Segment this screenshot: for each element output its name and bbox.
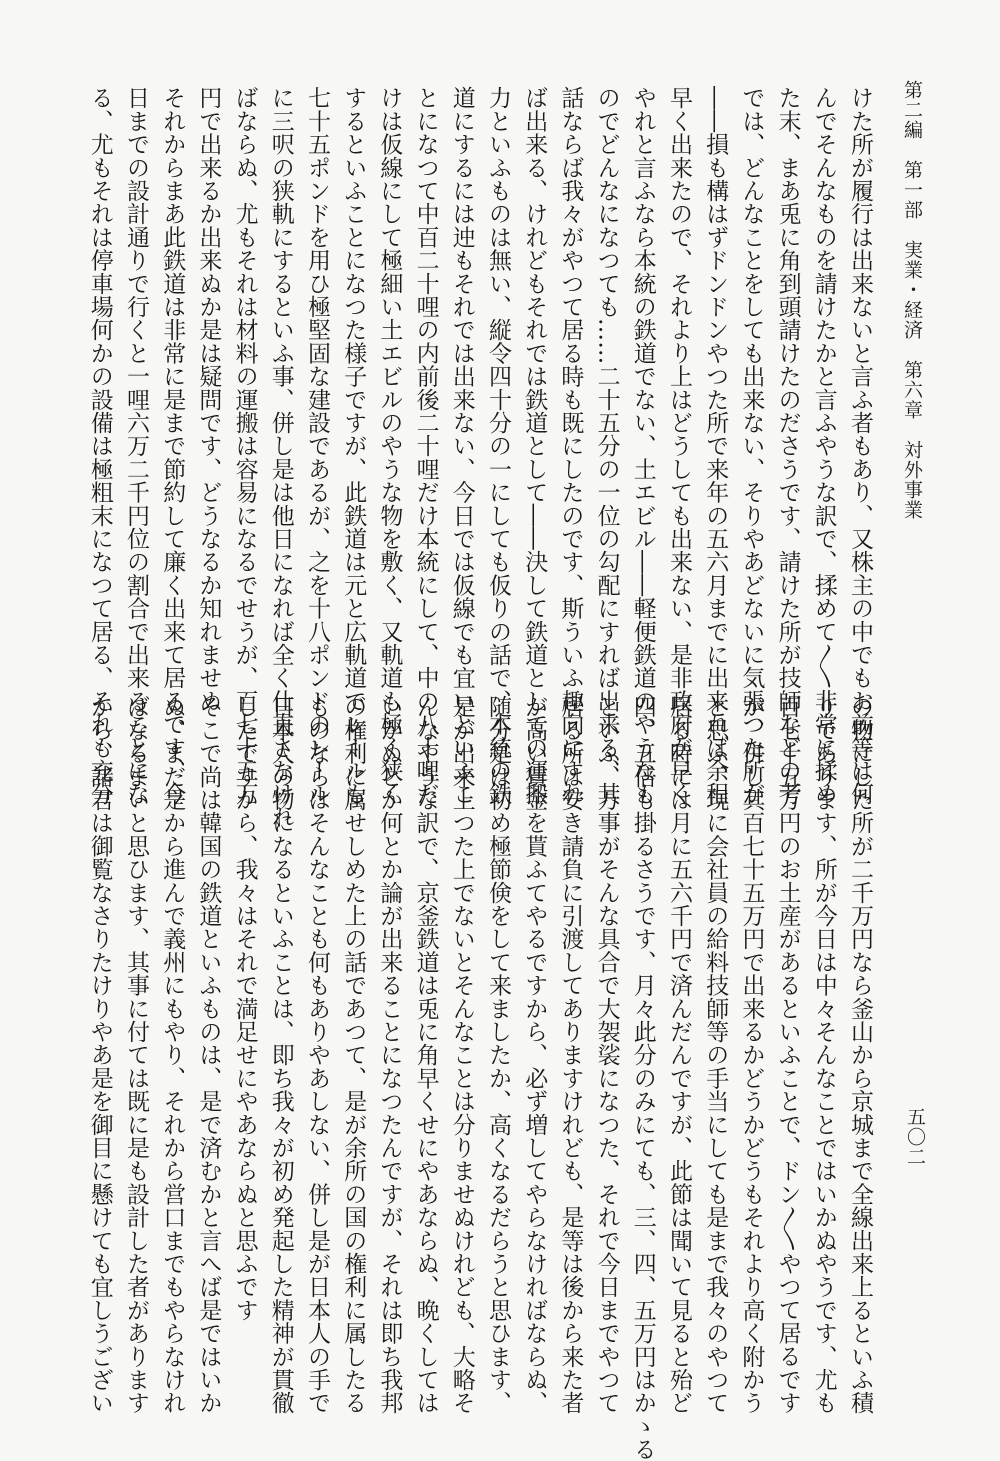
text-column: 話ならば我々がやつて居る時も既にしたのです、斯ういふ趣向にすれ (557, 86, 584, 806)
text-column: では、どんなことをしても出来ない、そりやあどないに気張つた所が (738, 86, 765, 806)
text-column: りであります、所が今日は中々そんなことではいかぬやうです、尤も (810, 695, 837, 1415)
text-column: が高い賃金を貰ふてやるですから、必ず増してやらなければならぬ、 (521, 695, 548, 1415)
text-column: と思ふ、現に会社員の給料技師等の手当にしても是まで我々のやつて (702, 695, 729, 1415)
text-column: た末、まあ兎に角到頭請けたのださうです、請けた所が技師などの考 (774, 86, 801, 806)
text-column: 是が出来上つた上でないとそんなことは分りませぬけれども、大略そ (448, 695, 475, 1415)
text-column: 七十五ポンドを用ひ極堅固な建設であるが、之を十八ポンドのレール (304, 86, 330, 806)
text-column: 道にするには迚もそれでは出来ない、今日では仮線でも宜いといふこ (448, 86, 475, 806)
running-head: 第二編 第一部 実業・経済 第六章 対外事業 (901, 80, 923, 520)
text-column: が、併し其百七十五万円で出来るかどうかどうもそれより高く附かう (738, 695, 765, 1415)
text-column: 日本人の物になるといふことは、即ち我々が初め発起した精神が貫徹 (267, 695, 294, 1415)
text-column: ぬ、まだ是から進んで義州にもやり、それから営口までもやらなけれ (159, 695, 186, 1415)
text-column: のでどんなになつても……二十五分の一位の勾配にすれば出来る、其 (593, 86, 620, 806)
text-column: 日までの設計通りで行くと一哩六万二千円位の割合で出来ることにな (123, 86, 149, 806)
text-column: 百七十五万円のお土産があるといふことで、ドン〳〵やつて居るです (774, 695, 801, 1414)
text-column: けた所が履行は出来ないと言ふ者もあり、又株主の中でもお前等は何 (847, 86, 873, 806)
text-column: 四、五倍も掛るさうです、月々此分のみにても、三、四、五万円はかゝる (629, 695, 656, 1461)
text-column: 随分是は初め極節倹をして来ましたか、高くなるだらうと思ひます、 (485, 695, 511, 1415)
text-column: いかぬとか何とか論が出来ることになつたんですが、それは即ち我邦 (376, 695, 403, 1415)
text-column: そこで尚は韓国の鉄道といふものは、是で済むかと言へば是ではいか (195, 695, 222, 1415)
text-column: したですから、我々はそれで満足せにやあならぬと思ふです (231, 695, 258, 1322)
text-column: 居る所は安き請負に引渡してありますけれども、是等は後から来た者 (557, 695, 584, 1415)
text-column: の権利に属せしめた上の話であつて、是が余所の国の権利に属したる (340, 695, 367, 1415)
text-column: といふ、万事がそんな具合で大袈裟になつた、それで今日までやつて (593, 695, 620, 1415)
text-column: それからまあ此鉄道は非常に是まで節約して廉く出来て居るです、今 (159, 86, 186, 806)
text-column: んなやうな訳で、京釜鉄道は兎に角早くせにやあならぬ、晩くしては (412, 695, 439, 1415)
text-column: んでそんなものを請けたかと言ふやうな訳で、揉めて〳〵非常に揉め (810, 86, 837, 805)
text-column: ばならぬ、尤もそれは材料の運搬は容易になるでせうが、百七十五万 (231, 86, 258, 806)
text-column: の物にした所が二千万円なら釜山から京城まで全線出来上るといふ積 (847, 695, 873, 1415)
text-column: ものならはそんなことも何もありやあしない、併し是が日本人の手で (304, 695, 330, 1415)
text-column: 円で出来るか出来ぬか是は疑問です、どうなるか知れませぬ (195, 86, 222, 713)
page-number: 五〇二 (904, 1107, 926, 1167)
text-column: から、諸君は御覧なさりたけりやあ是を御目に懸けても宜しうござい (86, 695, 113, 1415)
text-column: 居る時には月に五六千円で済んだんですが、此節は聞いて見ると殆ど (666, 695, 692, 1415)
text-column: ばなるまいと思ひます、其事に付ては既に是も設計した者があります (123, 695, 149, 1415)
text-column: る、尤もそれは停車場何かの設備は極粗末になつて居る、それも充分 (86, 86, 113, 806)
text-column: 早く出来たので、それより上はどうしても出来ない、是非政府が早く (666, 86, 692, 806)
text-column: 力といふものは無い、縦令四十分の一にしても仮りの話で、本統の鉄 (485, 86, 511, 806)
text-column: けは仮線にして極細い土エビルのやうな物を敷く、又軌道も極く狭く (376, 86, 403, 806)
text-column: するといふことになつた様子ですが、此鉄道は元と広軌道でレールも (340, 86, 367, 806)
text-column: やれと言ふなら本統の鉄道でない、土エビル――軽便鉄道のやうなも (629, 86, 656, 806)
text-column: ば出来る、けれどもそれでは鉄道として――決して鉄道としての運搬 (521, 86, 548, 806)
text-column: とになつて中百二十哩の内前後二十哩だけ本統にして、中の八十哩だ (412, 86, 439, 806)
text-column: に三呎の狭軌にするといふ事、併し是は他日になれば全く仕直さなけれ (267, 86, 294, 829)
text-column: ――損も構はずドンドンやつた所で来年の五六月までに出来れば余程 (702, 86, 729, 806)
